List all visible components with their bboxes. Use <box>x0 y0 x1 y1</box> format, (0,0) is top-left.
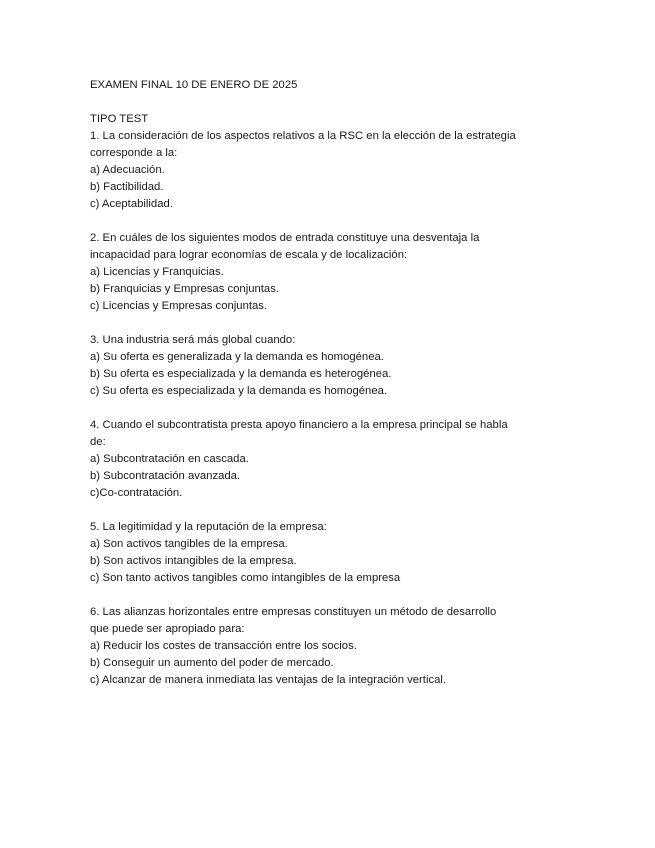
document-content <box>90 77 590 689</box>
answer-option: b) Son activos intangibles de la empresa. <box>90 555 297 567</box>
question-5 <box>90 519 590 587</box>
answer-option: a) Adecuación. <box>90 164 165 176</box>
question-stem-line: 4. Cuando el subcontratista presta apoyo financiero a la empresa principal se habla <box>90 419 508 431</box>
answer-option: a) Subcontratación en cascada. <box>90 453 249 465</box>
question-stem-line: 1. La consideración de los aspectos relativos a la RSC en la elección de la estrategia <box>90 130 516 142</box>
spacer <box>90 315 590 332</box>
answer-option: c) Licencias y Empresas conjuntas. <box>90 300 268 312</box>
question-stem-line: 5. La legitimidad y la reputación de la empresa: <box>90 521 327 533</box>
section-heading: TIPO TEST <box>90 113 149 125</box>
answer-option: a) Su oferta es generalizada y la demanda es homogénea. <box>90 351 384 363</box>
question-stem-line: 2. En cuáles de los siguientes modos de entrada constituye una desventaja la <box>90 232 480 244</box>
answer-option: c) Aceptabilidad. <box>90 198 173 210</box>
spacer <box>90 587 590 604</box>
question-2 <box>90 230 590 315</box>
answer-option: b) Conseguir un aumento del poder de mercado. <box>90 657 334 669</box>
question-4 <box>90 417 590 502</box>
exam-title: EXAMEN FINAL 10 DE ENERO DE 2025 <box>90 79 298 91</box>
question-stem-line: 3. Una industria será más global cuando: <box>90 334 296 346</box>
answer-option: b) Su oferta es especializada y la demanda es heterogénea. <box>90 368 392 380</box>
question-stem-line: incapacidad para lograr economías de escala y de localización: <box>90 249 408 261</box>
answer-option: c) Alcanzar de manera inmediata las ventajas de la integración vertical. <box>90 674 447 686</box>
question-1 <box>90 128 590 213</box>
spacer <box>90 502 590 519</box>
spacer <box>90 213 590 230</box>
question-stem-line: que puede ser apropiado para: <box>90 623 245 635</box>
answer-option: c) Su oferta es especializada y la demanda es homogénea. <box>90 385 388 397</box>
answer-option: c)Co-contratación. <box>90 487 183 499</box>
spacer <box>90 94 590 111</box>
answer-option: b) Franquicias y Empresas conjuntas. <box>90 283 279 295</box>
answer-option: b) Factibilidad. <box>90 181 164 193</box>
answer-option: a) Licencias y Franquicias. <box>90 266 224 278</box>
question-6 <box>90 604 590 689</box>
answer-option: a) Son activos tangibles de la empresa. <box>90 538 288 550</box>
answer-option: b) Subcontratación avanzada. <box>90 470 241 482</box>
question-3 <box>90 332 590 400</box>
question-stem-line: 6. Las alianzas horizontales entre empresas constituyen un método de desarrollo <box>90 606 497 618</box>
answer-option: c) Son tanto activos tangibles como intangibles de la empresa <box>90 572 401 584</box>
question-stem-line: corresponde a la: <box>90 147 178 159</box>
answer-option: a) Reducir los costes de transacción entre los socios. <box>90 640 357 652</box>
question-stem-line: de: <box>90 436 106 448</box>
spacer <box>90 400 590 417</box>
